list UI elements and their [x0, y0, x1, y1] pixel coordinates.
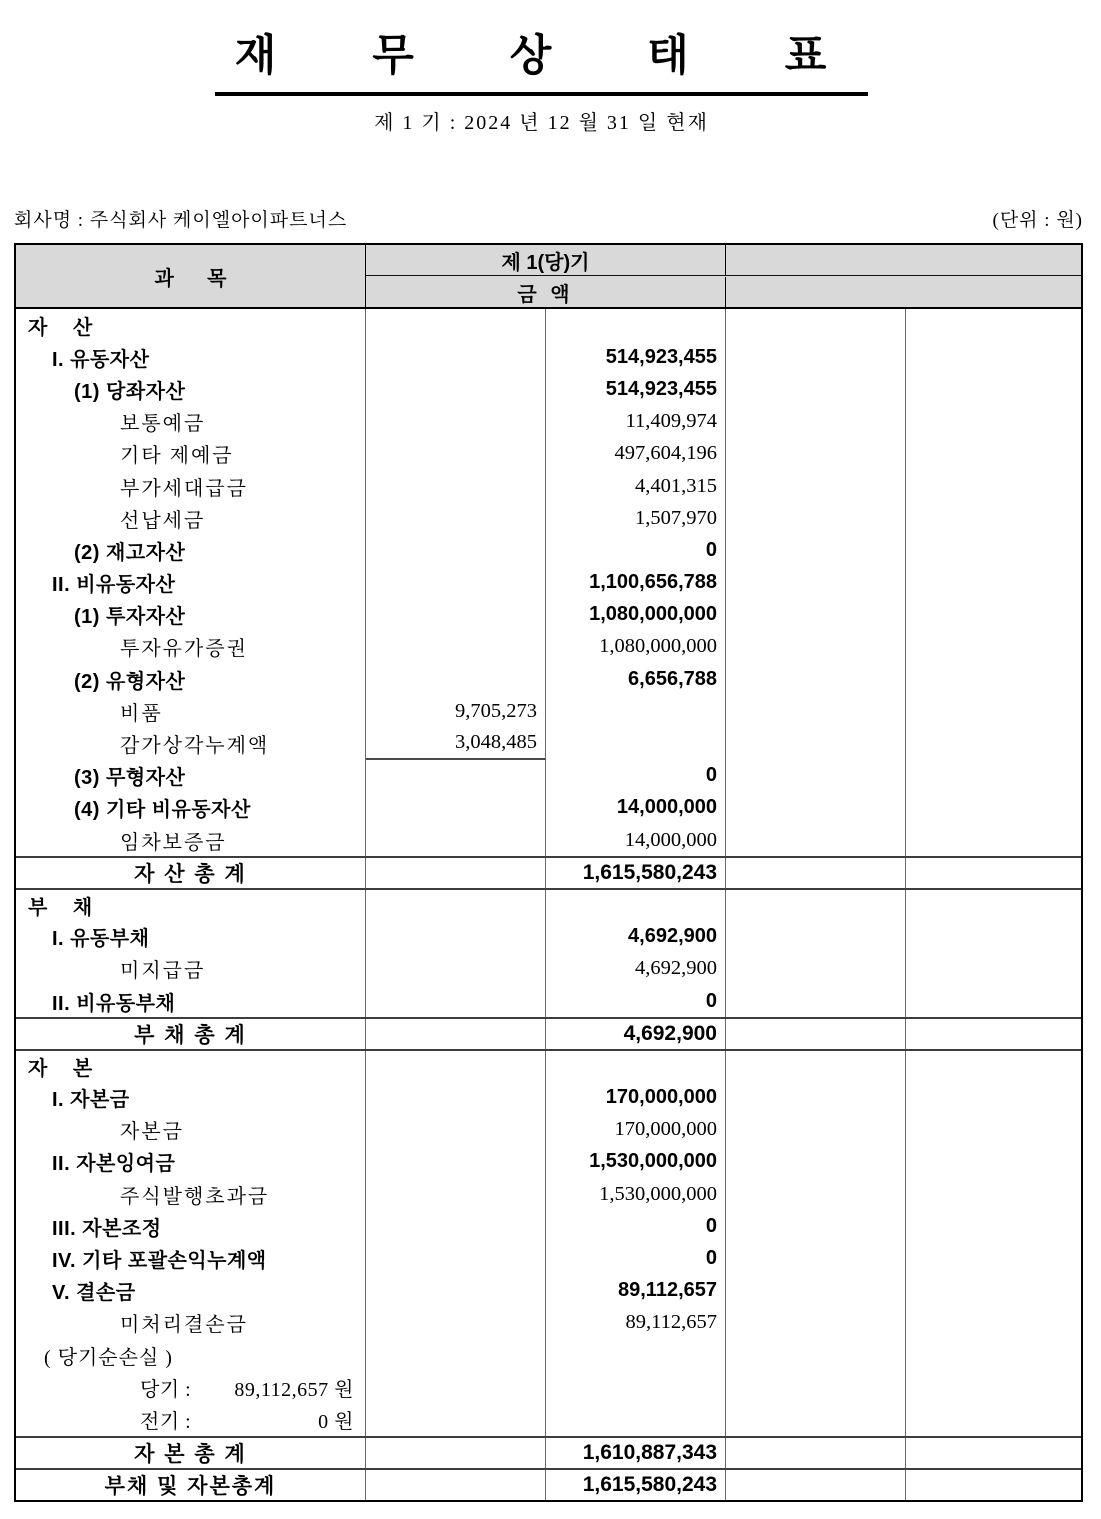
- amount-col2: 11,409,974: [546, 406, 726, 438]
- unit-label: (단위 : 원): [992, 210, 1083, 231]
- row-label: (3) 무형자산: [16, 760, 366, 792]
- row-label: 부 채 총 계: [16, 1019, 366, 1049]
- table-row: [16, 1371, 1081, 1403]
- table-row: [16, 1082, 1081, 1114]
- column-header-period: 제 1(당)기: [366, 245, 726, 276]
- amount-col2: 4,692,900: [546, 953, 726, 985]
- row-label: 미처리결손금: [16, 1307, 366, 1339]
- row-label: [16, 1403, 366, 1435]
- empty-col-left: [726, 1307, 906, 1339]
- company-name: 회사명 : 주식회사 케이엘아이파트너스: [14, 210, 348, 231]
- amount-col2: 514,923,455: [546, 341, 726, 373]
- table-row: [16, 663, 1081, 695]
- amount-col1: [366, 599, 546, 631]
- amount-col1: [366, 1051, 546, 1081]
- amount-col1: [366, 631, 546, 663]
- amount-col1: [366, 1178, 546, 1210]
- amount-col1: [366, 309, 546, 341]
- table-header: [16, 245, 1081, 309]
- empty-col-right: [906, 858, 1081, 888]
- table-row: [16, 341, 1081, 373]
- empty-col-left: [726, 890, 906, 920]
- empty-col-right: [906, 921, 1081, 953]
- amount-col2: 1,615,580,243: [546, 1470, 726, 1500]
- empty-col-left: [726, 1275, 906, 1307]
- amount-col1: [366, 373, 546, 405]
- amount-col1: [366, 953, 546, 985]
- empty-col-right: [906, 727, 1081, 759]
- row-label: 자 산: [16, 309, 366, 341]
- amount-col1: [366, 1242, 546, 1274]
- note-key-value: [140, 1373, 354, 1402]
- amount-col2: 4,692,900: [546, 921, 726, 953]
- note-value: 0 원: [318, 1410, 354, 1433]
- empty-col-right: [906, 406, 1081, 438]
- row-label: [16, 1371, 366, 1403]
- row-label: 미지급금: [16, 953, 366, 985]
- table-row: [16, 631, 1081, 663]
- row-label: 부채 및 자본총계: [16, 1470, 366, 1500]
- empty-col-right: [906, 373, 1081, 405]
- amount-col1: [366, 1082, 546, 1114]
- empty-col-right: [906, 341, 1081, 373]
- empty-col-left: [726, 1470, 906, 1500]
- amount-col2: 14,000,000: [546, 792, 726, 824]
- empty-col-right: [906, 1146, 1081, 1178]
- row-label: I. 유동자산: [16, 341, 366, 373]
- empty-col-right: [906, 1371, 1081, 1403]
- balance-sheet-table: [14, 243, 1083, 1502]
- row-label: V. 결손금: [16, 1275, 366, 1307]
- empty-col-right: [906, 470, 1081, 502]
- empty-col-right: [906, 1307, 1081, 1339]
- amount-col1: [366, 1210, 546, 1242]
- column-header-empty-bottom: [726, 277, 1081, 307]
- amount-col2: [546, 1051, 726, 1081]
- row-label: 부 채: [16, 890, 366, 920]
- row-label: (2) 유형자산: [16, 663, 366, 695]
- empty-col-right: [906, 1210, 1081, 1242]
- row-label: 보통예금: [16, 406, 366, 438]
- amount-col2: 1,530,000,000: [546, 1146, 726, 1178]
- amount-col2: 514,923,455: [546, 373, 726, 405]
- period-line: 제 1 기 : 2024 년 12 월 31 일 현재: [374, 112, 709, 134]
- empty-col-left: [726, 438, 906, 470]
- empty-col-left: [726, 567, 906, 599]
- row-label: II. 자본잉여금: [16, 1146, 366, 1178]
- row-label: 투자유가증권: [16, 631, 366, 663]
- table-row: [16, 1242, 1081, 1274]
- amount-col1: 3,048,485: [366, 727, 546, 759]
- amount-col1: [366, 1114, 546, 1146]
- table-row: [16, 1339, 1081, 1371]
- row-label: 기타 제예금: [16, 438, 366, 470]
- amount-col2: 1,530,000,000: [546, 1178, 726, 1210]
- empty-col-left: [726, 921, 906, 953]
- row-label: I. 자본금: [16, 1082, 366, 1114]
- amount-col1: 9,705,273: [366, 695, 546, 727]
- table-row: [16, 599, 1081, 631]
- empty-col-right: [906, 1242, 1081, 1274]
- table-body: [16, 309, 1081, 1500]
- amount-col2: [546, 1339, 726, 1371]
- row-label: 부가세대급금: [16, 470, 366, 502]
- note-key: 전기 :: [140, 1410, 192, 1433]
- row-label: I. 유동부채: [16, 921, 366, 953]
- empty-col-left: [726, 631, 906, 663]
- row-label: (1) 당좌자산: [16, 373, 366, 405]
- amount-col2: [546, 890, 726, 920]
- amount-col1: [366, 438, 546, 470]
- table-row: [16, 1468, 1081, 1500]
- empty-col-left: [726, 1210, 906, 1242]
- row-label: 임차보증금: [16, 824, 366, 856]
- empty-col-left: [726, 858, 906, 888]
- empty-col-right: [906, 1403, 1081, 1435]
- amount-col1: [366, 1371, 546, 1403]
- empty-col-right: [906, 1051, 1081, 1081]
- empty-col-left: [726, 534, 906, 566]
- amount-col2: 1,100,656,788: [546, 567, 726, 599]
- empty-col-left: [726, 1242, 906, 1274]
- empty-col-right: [906, 1470, 1081, 1500]
- empty-col-left: [726, 1114, 906, 1146]
- note-key: 당기 :: [140, 1378, 192, 1401]
- empty-col-left: [726, 309, 906, 341]
- empty-col-right: [906, 599, 1081, 631]
- table-row: [16, 373, 1081, 405]
- amount-col2: [546, 1403, 726, 1435]
- table-row: [16, 760, 1081, 792]
- empty-col-right: [906, 985, 1081, 1017]
- empty-col-left: [726, 1082, 906, 1114]
- empty-col-right: [906, 567, 1081, 599]
- table-row: [16, 406, 1081, 438]
- row-label: 자 본: [16, 1051, 366, 1081]
- amount-col2: 1,080,000,000: [546, 599, 726, 631]
- amount-col2: 6,656,788: [546, 663, 726, 695]
- empty-col-left: [726, 760, 906, 792]
- table-row: [16, 1436, 1081, 1468]
- row-label: 자 본 총 계: [16, 1438, 366, 1468]
- empty-col-left: [726, 663, 906, 695]
- empty-col-left: [726, 341, 906, 373]
- empty-col-left: [726, 1371, 906, 1403]
- row-label: (2) 재고자산: [16, 534, 366, 566]
- table-row: [16, 727, 1081, 759]
- document-title-wrap: [14, 22, 1069, 96]
- empty-col-left: [726, 406, 906, 438]
- amount-col1: [366, 890, 546, 920]
- row-label: II. 비유동자산: [16, 567, 366, 599]
- empty-col-right: [906, 760, 1081, 792]
- amount-col1: [366, 406, 546, 438]
- table-row: [16, 1178, 1081, 1210]
- amount-col2: 1,080,000,000: [546, 631, 726, 663]
- table-row: [16, 824, 1081, 856]
- table-row: [16, 888, 1081, 920]
- empty-col-right: [906, 1082, 1081, 1114]
- row-label: 주식발행초과금: [16, 1178, 366, 1210]
- empty-col-left: [726, 1051, 906, 1081]
- empty-col-left: [726, 502, 906, 534]
- amount-col2: 0: [546, 1242, 726, 1274]
- amount-col2: 14,000,000: [546, 824, 726, 856]
- empty-col-right: [906, 309, 1081, 341]
- amount-col1: [366, 534, 546, 566]
- row-label: 자본금: [16, 1114, 366, 1146]
- amount-col1: [366, 341, 546, 373]
- table-row: [16, 470, 1081, 502]
- table-row: [16, 1114, 1081, 1146]
- empty-col-left: [726, 824, 906, 856]
- table-row: [16, 534, 1081, 566]
- empty-col-left: [726, 1403, 906, 1435]
- amount-col2: 1,615,580,243: [546, 858, 726, 888]
- amount-col2: 4,692,900: [546, 1019, 726, 1049]
- table-row: [16, 1403, 1081, 1435]
- amount-col1: [366, 470, 546, 502]
- note-key-value: [140, 1405, 354, 1434]
- column-header-account: 과 목: [16, 245, 366, 307]
- empty-col-left: [726, 792, 906, 824]
- empty-col-left: [726, 727, 906, 759]
- empty-col-left: [726, 985, 906, 1017]
- amount-col1: [366, 1307, 546, 1339]
- table-row: [16, 438, 1081, 470]
- amount-col1: [366, 1019, 546, 1049]
- empty-col-right: [906, 695, 1081, 727]
- row-label: ( 당기순손실 ): [16, 1339, 366, 1371]
- column-header-amount: 금 액: [366, 277, 726, 307]
- amount-col2: 0: [546, 534, 726, 566]
- amount-col2: [546, 309, 726, 341]
- empty-col-right: [906, 824, 1081, 856]
- amount-col1: [366, 502, 546, 534]
- amount-col1: [366, 1275, 546, 1307]
- amount-col2: [546, 695, 726, 727]
- amount-col2: 0: [546, 760, 726, 792]
- empty-col-left: [726, 1339, 906, 1371]
- table-row: [16, 1210, 1081, 1242]
- table-row: [16, 502, 1081, 534]
- empty-col-left: [726, 599, 906, 631]
- empty-col-right: [906, 1275, 1081, 1307]
- amount-col1: [366, 567, 546, 599]
- table-row: [16, 695, 1081, 727]
- empty-col-right: [906, 792, 1081, 824]
- amount-col1: [366, 792, 546, 824]
- note-value: 89,112,657 원: [234, 1378, 354, 1401]
- amount-col1: [366, 921, 546, 953]
- amount-col1: [366, 1339, 546, 1371]
- row-label: 자 산 총 계: [16, 858, 366, 888]
- document-title: 재 무 상 태 표: [215, 22, 868, 96]
- amount-col1: [366, 1470, 546, 1500]
- empty-col-right: [906, 953, 1081, 985]
- amount-col2: 497,604,196: [546, 438, 726, 470]
- amount-col2: [546, 727, 726, 759]
- company-row: [14, 205, 1083, 232]
- amount-col2: [546, 1371, 726, 1403]
- empty-col-left: [726, 953, 906, 985]
- table-row: [16, 856, 1081, 888]
- amount-col2: 170,000,000: [546, 1114, 726, 1146]
- empty-col-right: [906, 1114, 1081, 1146]
- table-row: [16, 567, 1081, 599]
- empty-col-right: [906, 631, 1081, 663]
- table-row: [16, 309, 1081, 341]
- amount-col2: 89,112,657: [546, 1275, 726, 1307]
- amount-col1: [366, 858, 546, 888]
- amount-col2: 1,610,887,343: [546, 1438, 726, 1468]
- empty-col-right: [906, 438, 1081, 470]
- table-row: [16, 953, 1081, 985]
- empty-col-right: [906, 663, 1081, 695]
- amount-col2: 0: [546, 1210, 726, 1242]
- empty-col-left: [726, 373, 906, 405]
- amount-col1: [366, 1403, 546, 1435]
- amount-col1: [366, 985, 546, 1017]
- amount-col1: [366, 760, 546, 792]
- row-label: IV. 기타 포괄손익누계액: [16, 1242, 366, 1274]
- empty-col-right: [906, 1019, 1081, 1049]
- empty-col-right: [906, 534, 1081, 566]
- table-row: [16, 985, 1081, 1017]
- row-label: III. 자본조정: [16, 1210, 366, 1242]
- empty-col-right: [906, 502, 1081, 534]
- empty-col-right: [906, 1438, 1081, 1468]
- amount-col1: [366, 663, 546, 695]
- amount-col1: [366, 1438, 546, 1468]
- table-row: [16, 1049, 1081, 1081]
- amount-col2: 0: [546, 985, 726, 1017]
- empty-col-left: [726, 1019, 906, 1049]
- empty-col-right: [906, 1339, 1081, 1371]
- row-label: 감가상각누계액: [16, 727, 366, 759]
- empty-col-left: [726, 470, 906, 502]
- empty-col-left: [726, 1438, 906, 1468]
- amount-col1: [366, 1146, 546, 1178]
- table-row: [16, 1146, 1081, 1178]
- amount-col2: 170,000,000: [546, 1082, 726, 1114]
- table-row: [16, 1017, 1081, 1049]
- table-row: [16, 1275, 1081, 1307]
- row-label: 선납세금: [16, 502, 366, 534]
- row-label: (1) 투자자산: [16, 599, 366, 631]
- empty-col-left: [726, 1178, 906, 1210]
- empty-col-right: [906, 890, 1081, 920]
- table-row: [16, 921, 1081, 953]
- amount-col2: 89,112,657: [546, 1307, 726, 1339]
- empty-col-left: [726, 695, 906, 727]
- amount-col2: 4,401,315: [546, 470, 726, 502]
- empty-col-left: [726, 1146, 906, 1178]
- amount-col1: [366, 824, 546, 856]
- row-label: (4) 기타 비유동자산: [16, 792, 366, 824]
- column-header-empty-top: [726, 245, 1081, 276]
- table-row: [16, 792, 1081, 824]
- row-label: 비품: [16, 695, 366, 727]
- table-row: [16, 1307, 1081, 1339]
- row-label: II. 비유동부채: [16, 985, 366, 1017]
- amount-col2: 1,507,970: [546, 502, 726, 534]
- empty-col-right: [906, 1178, 1081, 1210]
